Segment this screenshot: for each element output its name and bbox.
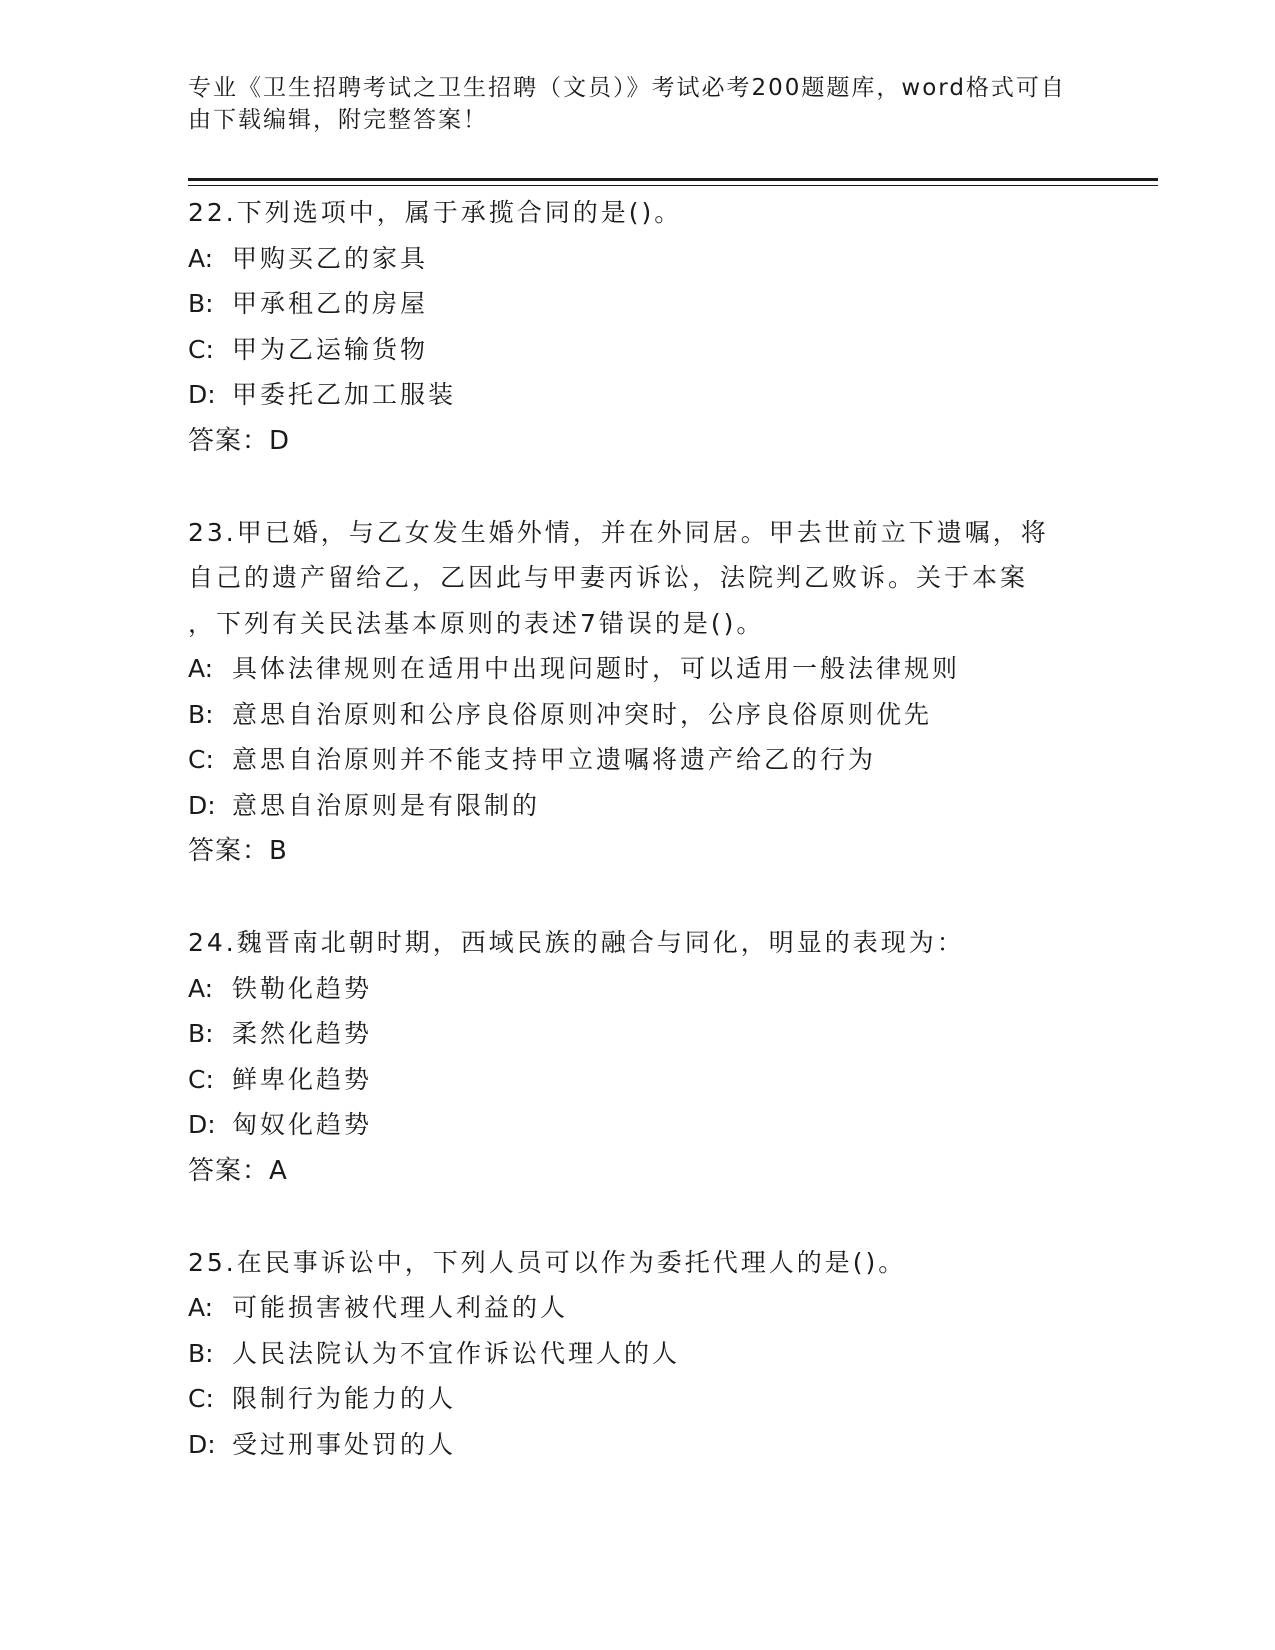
option-text: 意思自治原则和公序良俗原则冲突时，公序良俗原则优先 — [232, 699, 933, 729]
option-text: 意思自治原则并不能支持甲立遗嘱将遗产给乙的行为 — [232, 745, 877, 774]
question-text-line-2: 自己的遗产留给乙，乙因此与甲妻丙诉讼，法院判乙败诉。关于本案 — [188, 563, 1029, 592]
question-text-line-1: 23.甲已婚，与乙女发生婚外情，并在外同居。甲去世前立下遗嘱，将 — [188, 517, 1049, 547]
option-b — [188, 1331, 1088, 1377]
header-divider-thick — [188, 178, 1158, 181]
option-letter: A: — [188, 973, 214, 1003]
question-text: 24.魏晋南北朝时期，西域民族的融合与同化，明显的表现为： — [188, 928, 965, 957]
option-a — [188, 1285, 1088, 1331]
option-letter: A: — [188, 1293, 214, 1322]
option-letter: A: — [188, 654, 214, 683]
option-c — [188, 327, 1088, 373]
option-letter: C: — [188, 334, 214, 364]
option-d — [188, 1422, 1088, 1468]
answer-line: 答案：A — [188, 1155, 288, 1186]
option-letter: C: — [188, 1384, 214, 1413]
option-a — [188, 236, 1088, 282]
question-23 — [188, 510, 1088, 875]
option-text: 受过刑事处罚的人 — [232, 1429, 457, 1459]
option-text: 意思自治原则是有限制的 — [232, 790, 541, 820]
option-text: 铁勒化趋势 — [232, 973, 373, 1003]
option-letter: D: — [188, 1110, 216, 1139]
question-list — [188, 190, 1088, 1513]
option-c — [188, 1057, 1088, 1103]
question-22 — [188, 190, 1088, 464]
option-letter: B: — [188, 1338, 214, 1368]
option-letter: D: — [188, 380, 216, 409]
question-24 — [188, 920, 1088, 1194]
document-header — [188, 72, 1068, 136]
question-text: 22.下列选项中，属于承揽合同的是()。 — [188, 198, 683, 227]
option-text: 柔然化趋势 — [232, 1019, 373, 1048]
option-text: 鲜卑化趋势 — [232, 1064, 373, 1094]
option-text: 限制行为能力的人 — [232, 1384, 457, 1413]
option-letter: B: — [188, 289, 214, 318]
option-letter: C: — [188, 1064, 214, 1094]
option-letter: C: — [188, 745, 214, 774]
option-letter: B: — [188, 699, 214, 729]
header-line-2: 由下载编辑，附完整答案！ — [188, 107, 488, 133]
option-a — [188, 646, 1088, 692]
option-text: 人民法院认为不宜作诉讼代理人的人 — [232, 1338, 681, 1368]
header-divider-thin — [188, 185, 1158, 186]
question-25 — [188, 1240, 1088, 1468]
option-c — [188, 737, 1088, 783]
option-text: 甲为乙运输货物 — [232, 334, 429, 364]
option-text: 甲购买乙的家具 — [232, 243, 429, 273]
option-b — [188, 1011, 1088, 1057]
option-letter: D: — [188, 790, 216, 820]
option-b — [188, 281, 1088, 327]
answer-line: 答案：D — [188, 425, 291, 456]
question-text: 25.在民事诉讼中，下列人员可以作为委托代理人的是()。 — [188, 1247, 907, 1277]
option-d — [188, 783, 1088, 829]
answer-line: 答案：B — [188, 836, 288, 866]
option-text: 甲委托乙加工服装 — [232, 380, 457, 409]
option-c — [188, 1376, 1088, 1422]
option-d — [188, 372, 1088, 418]
option-text: 可能损害被代理人利益的人 — [232, 1293, 569, 1322]
option-letter: A: — [188, 243, 214, 273]
option-a — [188, 966, 1088, 1012]
option-text: 匈奴化趋势 — [232, 1110, 373, 1139]
option-text: 具体法律规则在适用中出现问题时，可以适用一般法律规则 — [232, 654, 961, 683]
option-text: 甲承租乙的房屋 — [232, 289, 429, 318]
option-d — [188, 1102, 1088, 1148]
question-text-line-3: ，下列有关民法基本原则的表述7错误的是()。 — [188, 608, 765, 638]
option-b — [188, 692, 1088, 738]
header-line-1: 专业《卫生招聘考试之卫生招聘（文员）》考试必考200题题库，word格式可自 — [188, 75, 1066, 101]
option-letter: B: — [188, 1019, 214, 1048]
option-letter: D: — [188, 1429, 216, 1459]
